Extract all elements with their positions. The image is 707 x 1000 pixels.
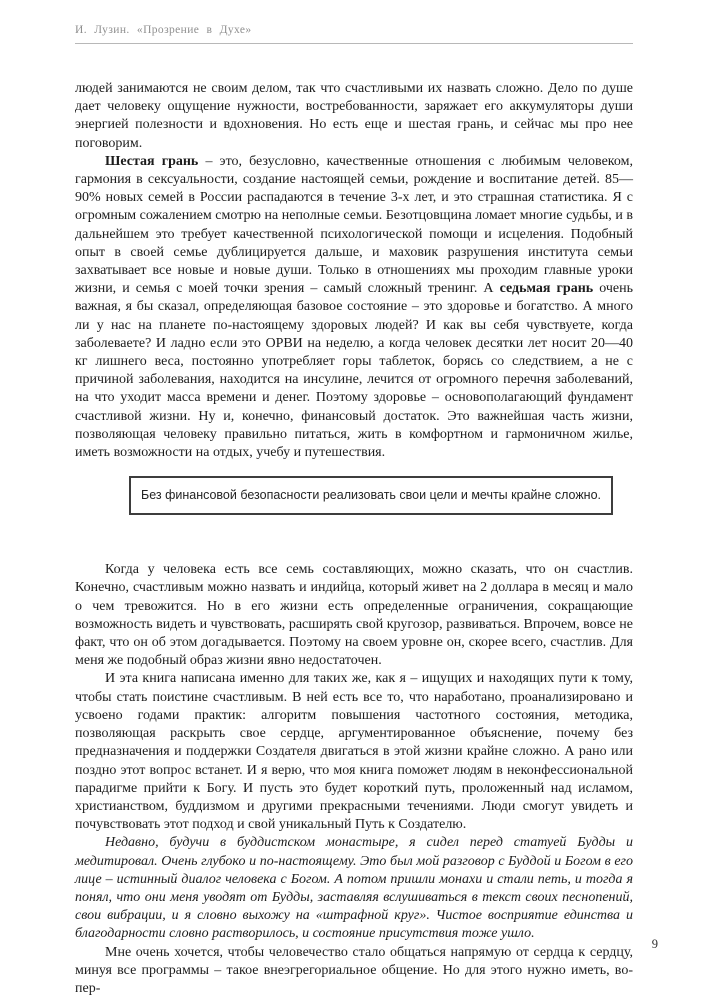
paragraph-seven-components: Когда у человека есть все семь составляющих, можно сказать, что он счастлив. Конечно, счастливым можно назвать и индийца, который живет на 2 доллара в месяц и мало о чем тревожится. Но в его жизни есть определенные ограничения, сокращающие возможность видеть и чувствовать, расширять свой кругозор, развиваться. Впрочем, вовсе не факт, что он об этом догадывается. Поэтому на своем уровне он, скорее всего, счастлив. Для меня же подобный образ жизни явно недостаточен. [75, 562, 633, 669]
bold-phrase-sixth-facet: Шестая грань [105, 153, 199, 169]
running-header [75, 24, 633, 44]
paragraph-continuation: людей занимаются не своим делом, так что счастливыми их назвать сложно. Дело по душе дает человеку ощущение нужности, востребованности, заряжает его аккумуляторы души энергией полезности и вдохновения. Но есть еще и шестая грань, и сейчас мы про нее поговорим. [75, 81, 633, 151]
paragraph-heart-to-heart: Мне очень хочется, чтобы человечество стало общаться напрямую от сердца к сердцу, минуя все программы – такое внеэгрегориальное общение. Но для этого нужно иметь, во-пер- [75, 944, 633, 996]
paragraph-about-book: И эта книга написана именно для таких же, как я – ищущих и находящих пути к тому, чтобы стать поистине счастливым. В ней есть все то, что наработано, проанализировано и усвоено годами практик: алгоритм повышения частотного состояния, методика, позволяющая раскрыть свое сердце, аргументированное объяснение, почему без предназначения и поддержки Создателя двигаться в этой жизни крайне сложно. А рано или поздно этот вопрос встанет. И я верю, что моя книга поможет людям в неконфессиональной парадигме прийти к Богу. И пусть это будет короткий путь, проложенный над исламом, христианством, буддизмом и другими прекрасными течениями. Люди смогут увидеть и почувствовать этот подход и свой уникальный Путь к Создателю. [75, 671, 633, 833]
running-header-text: И. Лузин. «Прозрение в Духе» [75, 24, 252, 36]
paragraph-sixth-facet [75, 153, 633, 462]
bold-phrase-seventh-facet: седьмая грань [499, 281, 594, 297]
page-number: 9 [651, 937, 658, 951]
callout-box [129, 476, 613, 515]
callout-text: Без финансовой безопасности реализовать свои цели и мечты крайне сложно. [140, 488, 602, 503]
page-content [75, 80, 633, 998]
paragraph-text: – это, безусловно, качественные отношения с любимым человеком, гармония в сексуальности, создание настоящей семьи, рождение и воспитание детей. 85—90% новых семей в России распадаются в течение 3-х лет, и это страшная статистика. Я с огромным сожалением смотрю на неполные семьи. Безотцовщина ломает многие судьбы, и в дальнейшем это требует качественной психологической помощи и исцеления. Подобный опыт в своей семье дублицируется дальше, и маховик разрушения института семьи захватывает все новые и новые души. Только в отношениях мы проходим главные уроки жизни, и семья с моей точки зрения – самый сложный тренинг. А [75, 153, 633, 297]
paragraph-monastery-italic: Недавно, будучи в буддистском монастыре, я сидел перед статуей Будды и медитировал. Очень глубоко и по-настоящему. Это был мой разговор с Буддой и Богом в его лице – истинный диалог человека с Богом. А потом пришли монахи и стали петь, и тогда я понял, что они меня уводят от Будды, заставляя вслушиваться в текст своих песнопений, свои вибрации, и я словно выхожу на «штрафной круг». Чистое восприятие единства и благодарности словно растворилось, и состояние присутствия тоже ушло. [75, 835, 633, 942]
paragraph-text: очень важная, я бы сказал, определяющая базовое состояние – это здоровье и богатство. А много ли у нас на планете по-настоящему здоровых людей? И как вы себя чувствуете, когда заболеваете? И ладно если это ОРВИ на неделю, а когда человек десятки лет носит 20—40 кг лишнего веса, постоянно употребляет горы таблеток, борясь со следствием, а не с причиной заболевания, находится на инсулине, лечится от огромного перечня заболеваний, на что уходит масса времени и денег. Поэтому здоровье – основополагающий фундамент счастливой жизни. Ну и, конечно, финансовый достаток. Это важнейшая часть жизни, позволяющая человеку правильно питаться, жить в комфортном и гармоничном жилье, иметь возможности на отдых, учебу и путешествия. [75, 281, 633, 461]
